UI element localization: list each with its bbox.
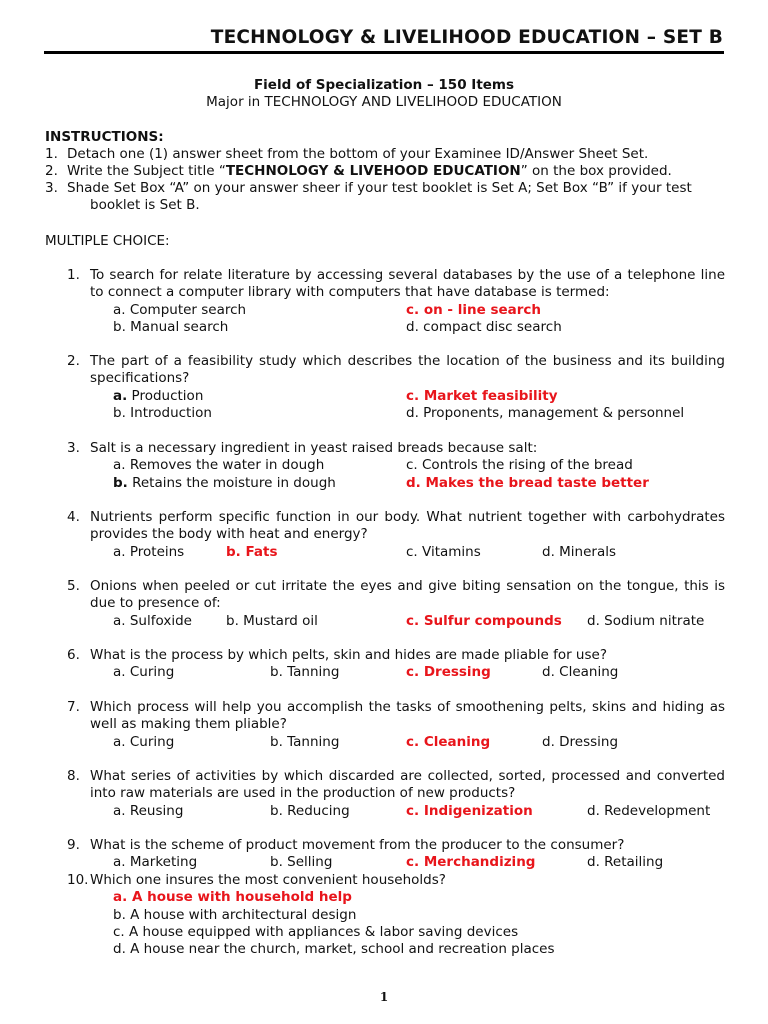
option-a[interactable]: a. Curing — [113, 733, 175, 750]
option-c-correct[interactable]: c. Market feasibility — [406, 387, 558, 404]
option-text: Retains the moisture in dough — [132, 474, 336, 491]
question-5 — [67, 578, 725, 630]
option-a[interactable]: a. Marketing — [113, 854, 198, 871]
option-b[interactable]: b. Tanning — [270, 664, 340, 681]
option-c[interactable]: c. Vitamins — [406, 543, 481, 560]
question-1 — [67, 267, 725, 336]
option-c-correct[interactable]: c. Cleaning — [406, 733, 491, 750]
option-letter: b. — [113, 474, 128, 491]
option-a[interactable]: a. Proteins — [113, 543, 185, 560]
question-stem: Which one insures the most convenient households? — [90, 872, 446, 888]
question-2 — [67, 353, 725, 422]
option-d[interactable]: d. Sodium nitrate — [587, 612, 705, 629]
option-c-correct[interactable]: c. on - line search — [406, 301, 542, 318]
option-d[interactable]: d. Proponents, management & personnel — [406, 404, 685, 421]
instruction-number: 3. — [45, 180, 58, 196]
option-a[interactable]: a. Curing — [113, 664, 175, 681]
major-line: Major in TECHNOLOGY AND LIVELIHOOD EDUCATION — [206, 94, 562, 110]
instruction-text: Shade Set Box “A” on your answer sheer if your test booklet is Set A; Set Box “B” if your test — [67, 180, 692, 196]
instruction-number: 1. — [45, 146, 58, 162]
option-d[interactable]: d. A house near the church, market, school and recreation places — [113, 941, 555, 958]
question-7 — [67, 699, 725, 751]
page-number: 1 — [379, 990, 389, 1004]
option-text: Production — [131, 387, 204, 404]
option-d[interactable]: d. Redevelopment — [587, 802, 711, 819]
option-letter: a. — [113, 387, 128, 404]
instruction-item-2 — [45, 163, 725, 180]
option-b[interactable]: b. Selling — [270, 854, 333, 871]
question-number: 7. — [67, 699, 80, 715]
option-b-correct[interactable]: b. Fats — [226, 543, 278, 560]
instruction-text: ” on the box provided. — [520, 163, 672, 179]
question-number: 10. — [67, 872, 89, 888]
option-b[interactable] — [113, 475, 336, 492]
option-a-correct[interactable]: a. A house with household help — [113, 889, 352, 906]
option-c-correct[interactable]: c. Dressing — [406, 664, 491, 681]
option-a[interactable]: a. Reusing — [113, 802, 184, 819]
option-a[interactable]: a. Computer search — [113, 301, 247, 318]
question-stem: What series of activities by which discarded are collected, sorted, processed and converted into raw materials are used in the production of new products? — [90, 768, 725, 802]
question-stem: Onions when peeled or cut irritate the eyes and give biting sensation on the tongue, this is due to presence of: — [90, 578, 725, 612]
option-c[interactable]: c. Controls the rising of the bread — [406, 457, 633, 474]
question-number: 3. — [67, 440, 80, 456]
question-stem: Which process will help you accomplish the tasks of smoothening pelts, skins and hiding as well as making them pliable? — [90, 699, 725, 733]
instruction-number: 2. — [45, 163, 58, 179]
option-d[interactable]: d. Dressing — [542, 733, 619, 750]
option-a[interactable]: a. Removes the water in dough — [113, 457, 325, 474]
field-of-specialization: Field of Specialization – 150 Items — [253, 77, 515, 93]
question-8 — [67, 768, 725, 820]
option-b[interactable]: b. Manual search — [113, 318, 229, 335]
instruction-text: Write the Subject title “ — [67, 163, 226, 179]
instructions-title: INSTRUCTIONS: — [45, 129, 164, 145]
option-d[interactable]: d. compact disc search — [406, 318, 562, 335]
question-number: 4. — [67, 509, 80, 525]
option-c-correct[interactable]: c. Sulfur compounds — [406, 612, 562, 629]
question-4 — [67, 509, 725, 561]
option-b[interactable]: b. Introduction — [113, 404, 212, 421]
question-10 — [67, 872, 725, 958]
question-9 — [67, 837, 725, 872]
question-stem: Salt is a necessary ingredient in yeast raised breads because salt: — [90, 440, 538, 456]
option-c-correct[interactable]: c. Indigenization — [406, 802, 533, 819]
page-header-title: TECHNOLOGY & LIVELIHOOD EDUCATION – SET B — [210, 27, 723, 48]
question-stem: The part of a feasibility study which describes the location of the business and its building specifications? — [90, 353, 725, 387]
question-number: 9. — [67, 837, 80, 853]
instruction-subject-title: TECHNOLOGY & LIVEHOOD EDUCATION — [225, 163, 521, 179]
question-6 — [67, 647, 725, 682]
question-number: 5. — [67, 578, 80, 594]
option-c[interactable]: c. A house equipped with appliances & labor saving devices — [113, 923, 519, 940]
question-number: 1. — [67, 267, 80, 283]
question-stem: What is the process by which pelts, skin and hides are made pliable for use? — [90, 647, 607, 663]
question-stem: What is the scheme of product movement from the producer to the consumer? — [90, 837, 625, 853]
option-d-correct[interactable]: d. Makes the bread taste better — [406, 474, 649, 491]
question-stem: Nutrients perform specific function in our body. What nutrient together with carbohydrates provides the body with heat and energy? — [90, 509, 725, 543]
option-b[interactable]: b. Mustard oil — [226, 612, 318, 629]
instruction-text: booklet is Set B. — [90, 197, 200, 213]
header-rule — [44, 51, 724, 54]
question-3 — [67, 440, 725, 492]
option-b[interactable]: b. A house with architectural design — [113, 906, 357, 923]
question-number: 2. — [67, 353, 80, 369]
option-d[interactable]: d. Cleaning — [542, 664, 619, 681]
option-d[interactable]: d. Retailing — [587, 854, 664, 871]
option-c-correct[interactable]: c. Merchandizing — [406, 854, 536, 871]
section-label: MULTIPLE CHOICE: — [45, 233, 170, 249]
instruction-item-3 — [45, 180, 725, 214]
instruction-item-1 — [45, 146, 725, 163]
instruction-text: Detach one (1) answer sheet from the bottom of your Examinee ID/Answer Sheet Set. — [67, 146, 649, 162]
question-stem: To search for relate literature by accessing several databases by the use of a telephone line to connect a computer library with computers that have database is termed: — [90, 267, 725, 301]
question-number: 8. — [67, 768, 80, 784]
option-b[interactable]: b. Reducing — [270, 802, 350, 819]
option-b[interactable]: b. Tanning — [270, 733, 340, 750]
option-a[interactable] — [113, 388, 203, 405]
question-number: 6. — [67, 647, 80, 663]
option-a[interactable]: a. Sulfoxide — [113, 612, 192, 629]
option-d[interactable]: d. Minerals — [542, 543, 617, 560]
